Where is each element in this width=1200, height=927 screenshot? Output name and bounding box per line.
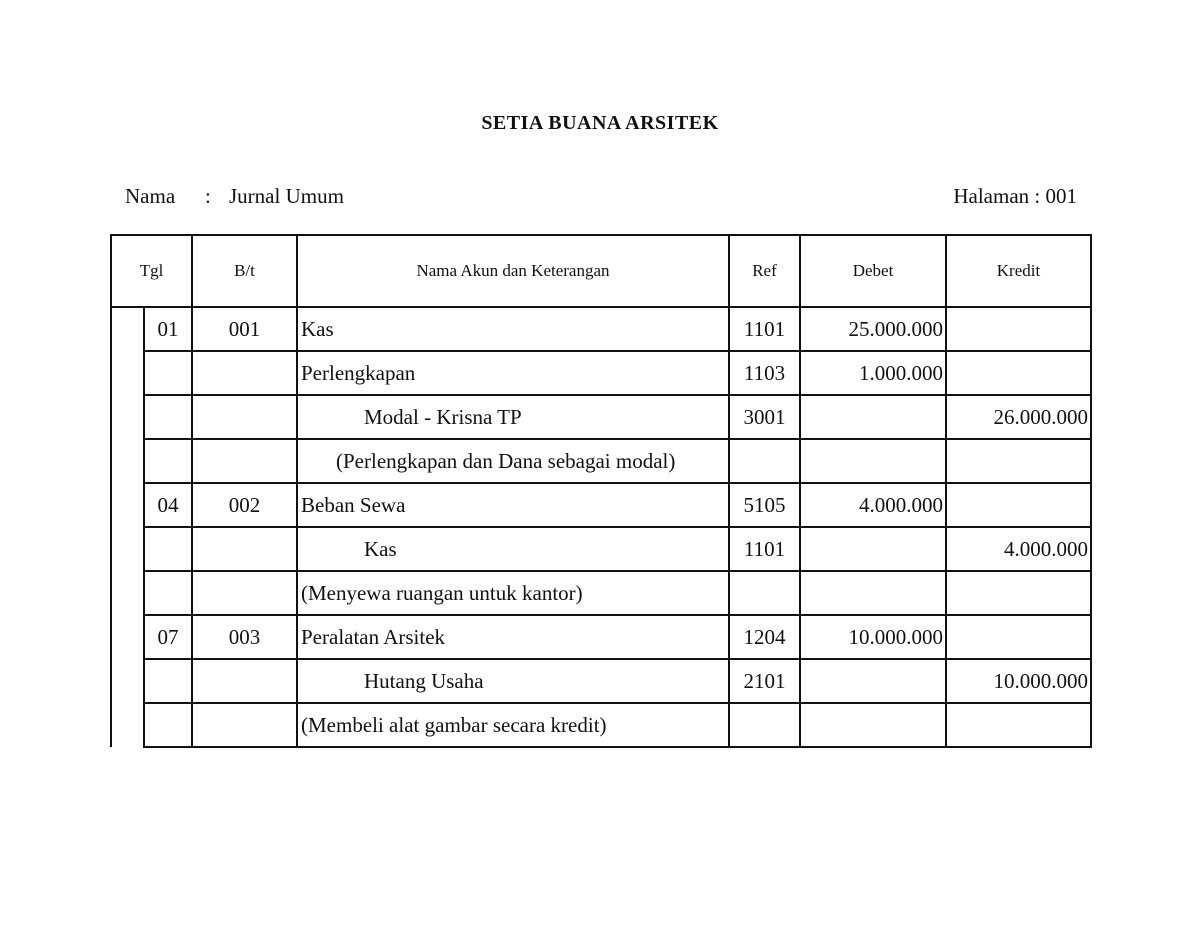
col-header-debit: Debet	[800, 235, 946, 307]
cell-tgl: 01	[144, 307, 192, 351]
table-row	[111, 351, 1091, 395]
cell-tgl: 07	[144, 615, 192, 659]
col-header-bt: B/t	[192, 235, 297, 307]
cell-ref: 1101	[729, 527, 800, 571]
cell-account: (Perlengkapan dan Dana sebagai modal)	[297, 439, 729, 483]
month-gutter	[111, 439, 144, 483]
table-row	[111, 615, 1091, 659]
table-row	[111, 483, 1091, 527]
cell-bt	[192, 703, 297, 747]
journal-table	[110, 234, 1092, 748]
cell-bt	[192, 659, 297, 703]
table-row	[111, 527, 1091, 571]
cell-ref	[729, 571, 800, 615]
cell-tgl	[144, 439, 192, 483]
cell-ref	[729, 703, 800, 747]
cell-account: (Menyewa ruangan untuk kantor)	[297, 571, 729, 615]
cell-account: Beban Sewa	[297, 483, 729, 527]
cell-ref: 1204	[729, 615, 800, 659]
cell-ref: 2101	[729, 659, 800, 703]
cell-debit	[800, 527, 946, 571]
name-label: Nama	[125, 184, 176, 208]
table-row	[111, 571, 1091, 615]
cell-ref: 3001	[729, 395, 800, 439]
table-row	[111, 395, 1091, 439]
cell-account: Modal - Krisna TP	[297, 395, 729, 439]
month-gutter	[111, 571, 144, 615]
cell-tgl	[144, 527, 192, 571]
cell-debit	[800, 395, 946, 439]
month-gutter	[111, 527, 144, 571]
cell-debit: 1.000.000	[800, 351, 946, 395]
month-gutter	[111, 395, 144, 439]
journal-name-line	[125, 184, 344, 209]
table-row	[111, 703, 1091, 747]
cell-credit	[946, 615, 1091, 659]
cell-tgl	[144, 395, 192, 439]
cell-credit: 10.000.000	[946, 659, 1091, 703]
cell-account: Hutang Usaha	[297, 659, 729, 703]
cell-bt: 003	[192, 615, 297, 659]
cell-account: Kas	[297, 527, 729, 571]
cell-ref: 1101	[729, 307, 800, 351]
month-gutter	[111, 307, 144, 351]
col-header-account: Nama Akun dan Keterangan	[297, 235, 729, 307]
cell-debit	[800, 703, 946, 747]
cell-debit: 10.000.000	[800, 615, 946, 659]
month-gutter	[111, 703, 144, 747]
cell-debit	[800, 659, 946, 703]
cell-credit	[946, 351, 1091, 395]
month-gutter	[111, 483, 144, 527]
cell-tgl	[144, 703, 192, 747]
cell-credit: 26.000.000	[946, 395, 1091, 439]
cell-bt	[192, 571, 297, 615]
col-header-tgl: Tgl	[111, 235, 192, 307]
cell-bt	[192, 351, 297, 395]
cell-account: Peralatan Arsitek	[297, 615, 729, 659]
month-gutter	[111, 615, 144, 659]
table-row	[111, 439, 1091, 483]
cell-debit: 4.000.000	[800, 483, 946, 527]
cell-bt: 002	[192, 483, 297, 527]
cell-credit	[946, 483, 1091, 527]
month-gutter	[111, 659, 144, 703]
cell-tgl: 04	[144, 483, 192, 527]
cell-credit: 4.000.000	[946, 527, 1091, 571]
cell-bt	[192, 439, 297, 483]
table-row	[111, 659, 1091, 703]
company-title: SETIA BUANA ARSITEK	[481, 112, 719, 134]
cell-credit	[946, 571, 1091, 615]
cell-credit	[946, 307, 1091, 351]
cell-tgl	[144, 351, 192, 395]
cell-bt	[192, 527, 297, 571]
cell-ref: 5105	[729, 483, 800, 527]
cell-tgl	[144, 659, 192, 703]
cell-bt	[192, 395, 297, 439]
col-header-credit: Kredit	[946, 235, 1091, 307]
cell-account: Kas	[297, 307, 729, 351]
cell-debit	[800, 439, 946, 483]
cell-credit	[946, 703, 1091, 747]
cell-debit: 25.000.000	[800, 307, 946, 351]
cell-ref	[729, 439, 800, 483]
cell-account: Perlengkapan	[297, 351, 729, 395]
cell-debit	[800, 571, 946, 615]
cell-tgl	[144, 571, 192, 615]
cell-account: (Membeli alat gambar secara kredit)	[297, 703, 729, 747]
cell-credit	[946, 439, 1091, 483]
col-header-ref: Ref	[729, 235, 800, 307]
cell-bt: 001	[192, 307, 297, 351]
name-colon: :	[205, 184, 211, 208]
page-number: Halaman : 001	[953, 184, 1077, 208]
cell-ref: 1103	[729, 351, 800, 395]
table-header-row	[111, 235, 1091, 307]
table-row	[111, 307, 1091, 351]
journal-name-value: Jurnal Umum	[229, 184, 344, 208]
month-gutter	[111, 351, 144, 395]
